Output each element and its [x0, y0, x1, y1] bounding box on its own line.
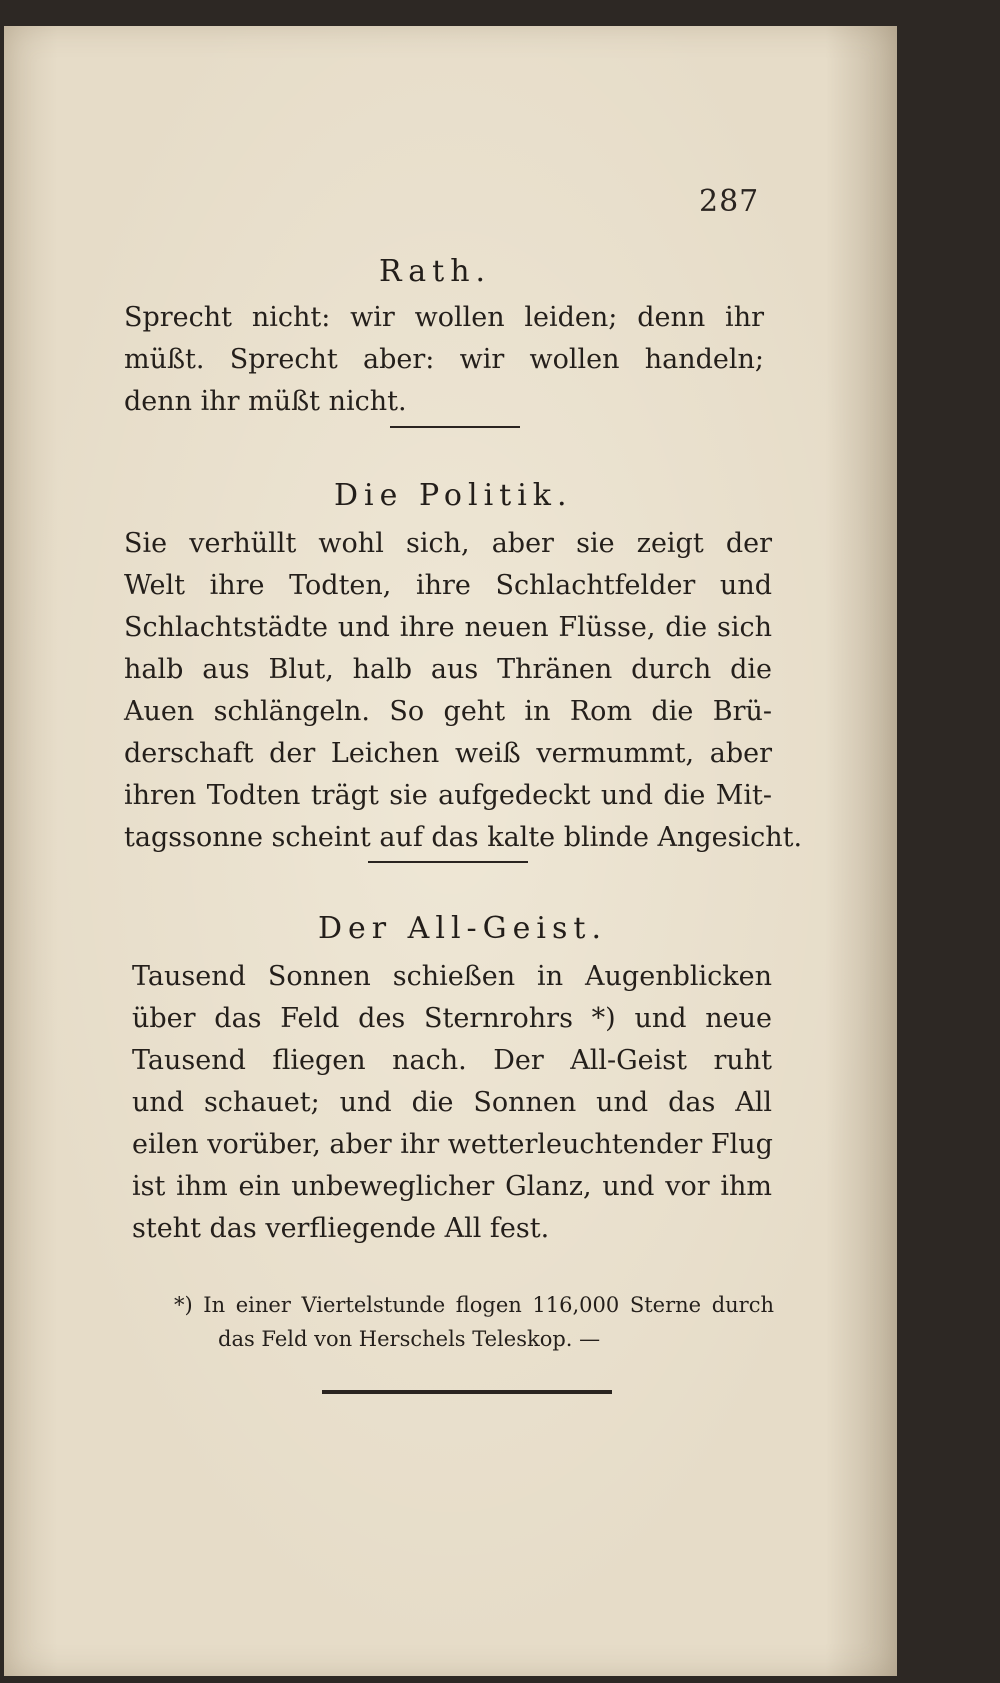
section-body-allgeist — [132, 956, 772, 1250]
book-page — [4, 26, 897, 1676]
section-divider — [390, 426, 520, 428]
text-line: Welt ihre Todten, ihre Schlachtfelder und — [124, 570, 772, 601]
text-line: ist ihm ein unbeweglicher Glanz, und vor ihm — [132, 1171, 772, 1202]
text-line: ihren Todten trägt sie aufgedeckt und die Mit- — [124, 780, 772, 811]
text-line: halb aus Blut, halb aus Thränen durch die — [124, 654, 772, 685]
section-title-politik: Die Politik. — [334, 478, 573, 513]
text-line: steht das verfliegende All fest. — [132, 1213, 550, 1244]
text-line: Auen schlängeln. So geht in Rom die Brü- — [124, 696, 772, 727]
page-number: 287 — [699, 184, 760, 219]
text-line: Tausend Sonnen schießen in Augenblicken — [132, 961, 772, 992]
text-line: Sprecht nicht: wir wollen leiden; denn ihr — [124, 302, 764, 333]
section-title-allgeist: Der All-Geist. — [318, 911, 607, 946]
text-line: müßt. Sprecht aber: wir wollen handeln; — [124, 344, 764, 375]
text-line: denn ihr müßt nicht. — [124, 386, 407, 417]
section-body-politik — [124, 523, 803, 859]
text-line: eilen vorüber, aber ihr wetterleuchtender Flug — [132, 1129, 773, 1160]
end-divider — [322, 1390, 612, 1394]
text-line: und schauet; und die Sonnen und das All — [132, 1087, 772, 1118]
text-line: Schlachtstädte und ihre neuen Flüsse, die sich — [124, 612, 772, 643]
text-line: tagssonne scheint auf das kalte blinde Angesicht. — [124, 822, 803, 853]
text-line: Tausend fliegen nach. Der All-Geist ruht — [132, 1045, 772, 1076]
text-line: über das Feld des Sternrohrs *) und neue — [132, 1003, 772, 1034]
section-title-rath: Rath. — [379, 254, 492, 289]
footnote-line: *) In einer Viertelstunde flogen 116,000 Sterne durch — [174, 1293, 774, 1317]
section-divider — [368, 861, 528, 863]
section-body-rath — [124, 297, 764, 423]
footnote — [174, 1288, 774, 1356]
footnote-line: das Feld von Herschels Teleskop. — — [218, 1327, 601, 1351]
text-line: Sie verhüllt wohl sich, aber sie zeigt der — [124, 528, 772, 559]
text-line: derschaft der Leichen weiß vermummt, aber — [124, 738, 772, 769]
